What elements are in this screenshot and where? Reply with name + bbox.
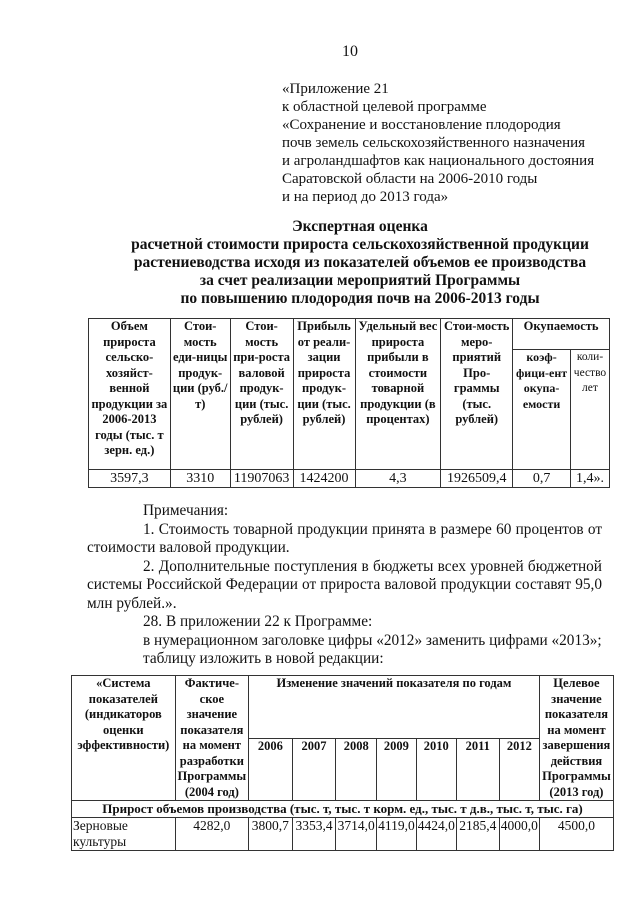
header-payback-years: коли-чество лет [570,350,609,470]
header-year: 2012 [499,738,539,801]
page-number: 10 [342,43,358,60]
header-profit-share: Удельный вес прироста прибыли в стоимости товарной продукции (в процентах) [355,319,441,470]
table-row [89,470,610,488]
notes-heading: Примечания: [143,502,229,519]
section-row [72,801,614,818]
appendix-line: Саратовской области на 2006-2010 годы [282,171,538,187]
title-line: Экспертная оценка [292,218,428,235]
cell-payback-years: 1,4». [570,470,609,488]
cell-year-value: 4000,0 [499,817,539,850]
paragraph: таблицу изложить в новой редакции: [143,650,384,667]
header-year: 2006 [249,738,293,801]
appendix-line: «Сохранение и восстановление плодородия [282,117,561,133]
cell-indicator-name: Зерновые культуры [72,817,176,850]
cell-unit-cost: 3310 [170,470,230,488]
header-profit: Прибыль от реали-зации прироста продук-ции (тыс. рублей) [293,319,355,470]
header-year: 2009 [377,738,417,801]
cell-profit: 1424200 [293,470,355,488]
header-year: 2011 [456,738,499,801]
section-title: Прирост объемов производства (тыс. т, тыс. т корм. ед., тыс. т д.в., тыс. т, тыс. га) [72,801,614,818]
cell-target-value: 4500,0 [539,817,613,850]
header-program-cost: Стои-мость меро-приятий Про-граммы (тыс. рублей) [441,319,513,470]
appendix-line: «Приложение 21 [282,81,389,97]
header-year: 2010 [416,738,456,801]
cell-gross-cost: 11907063 [230,470,293,488]
cell-year-value: 3800,7 [249,817,293,850]
note-item: 1. Стоимость товарной продукции принята в размере 60 процентов от стоимости валовой продукции. [87,520,602,556]
title-line: по повышению плодородия почв на 2006-2013 годы [180,290,540,307]
cell-profit-share: 4,3 [355,470,441,488]
title-line: растениеводства исходя из показателей объемов ее производства [133,254,587,271]
paragraph: 28. В приложении 22 к Программе: [143,613,373,630]
cell-year-value: 3353,4 [292,817,336,850]
header-payback-coefficient: коэф-фици-ент окупа-емости [513,350,571,470]
header-yearly-change: Изменение значений показателя по годам [249,676,540,739]
table-header-row [72,676,614,739]
appendix-line: почв земель сельскохозяйственного назначения [282,135,586,151]
note-item: 2. Дополнительные поступления в бюджеты всех уровней бюджетной системы Российской Федерации от прироста валовой продукции составят 95,0 млн рублей.». [87,557,602,612]
notes-section [87,502,602,669]
header-unit-cost: Стои-мость еди-ницы продук-ции (руб./т) [170,319,230,470]
header-target-value: Целевое значение показателя на момент завершения действия Программы (2013 год) [539,676,613,801]
header-gross-cost: Стои-мость при-роста валовой продук-ции (тыс. рублей) [230,319,293,470]
cell-year-value: 4424,0 [416,817,456,850]
header-payback: Окупаемость [513,319,610,350]
cell-year-value: 2185,4 [456,817,499,850]
cell-payback-coefficient: 0,7 [513,470,571,488]
cell-year-value: 3714,0 [336,817,377,850]
document-title [90,218,630,308]
cell-volume: 3597,3 [89,470,171,488]
appendix-line: и агроландшафтов как национального достояния [282,153,595,169]
cell-year-value: 4119,0 [377,817,417,850]
cell-program-cost: 1926509,4 [441,470,513,488]
appendix-header [282,80,594,206]
title-line: расчетной стоимости прироста сельскохозяйственной продукции [131,236,589,253]
appendix-line: к областной целевой программе [282,99,487,115]
header-year: 2007 [292,738,336,801]
table-header-row [89,319,610,350]
cell-actual-value: 4282,0 [175,817,248,850]
header-volume: Объем прироста сельско-хозяйст-венной продукции за 2006-2013 годы (тыс. т зерн. ед.) [89,319,171,470]
header-indicator-system: «Система показателей (индикаторов оценки эффективности) [72,676,176,801]
header-actual-value: Фактиче-ское значение показателя на момент разработки Программы (2004 год) [175,676,248,801]
header-year: 2008 [336,738,377,801]
table-row [72,817,614,850]
title-line: за счет реализации мероприятий Программы [199,272,521,289]
appendix-line: и на период до 2013 года» [282,189,449,205]
indicators-table [71,675,614,851]
cost-estimate-table [88,318,610,488]
paragraph: в нумерационном заголовке цифры «2012» заменить цифрами «2013»; [143,631,602,649]
